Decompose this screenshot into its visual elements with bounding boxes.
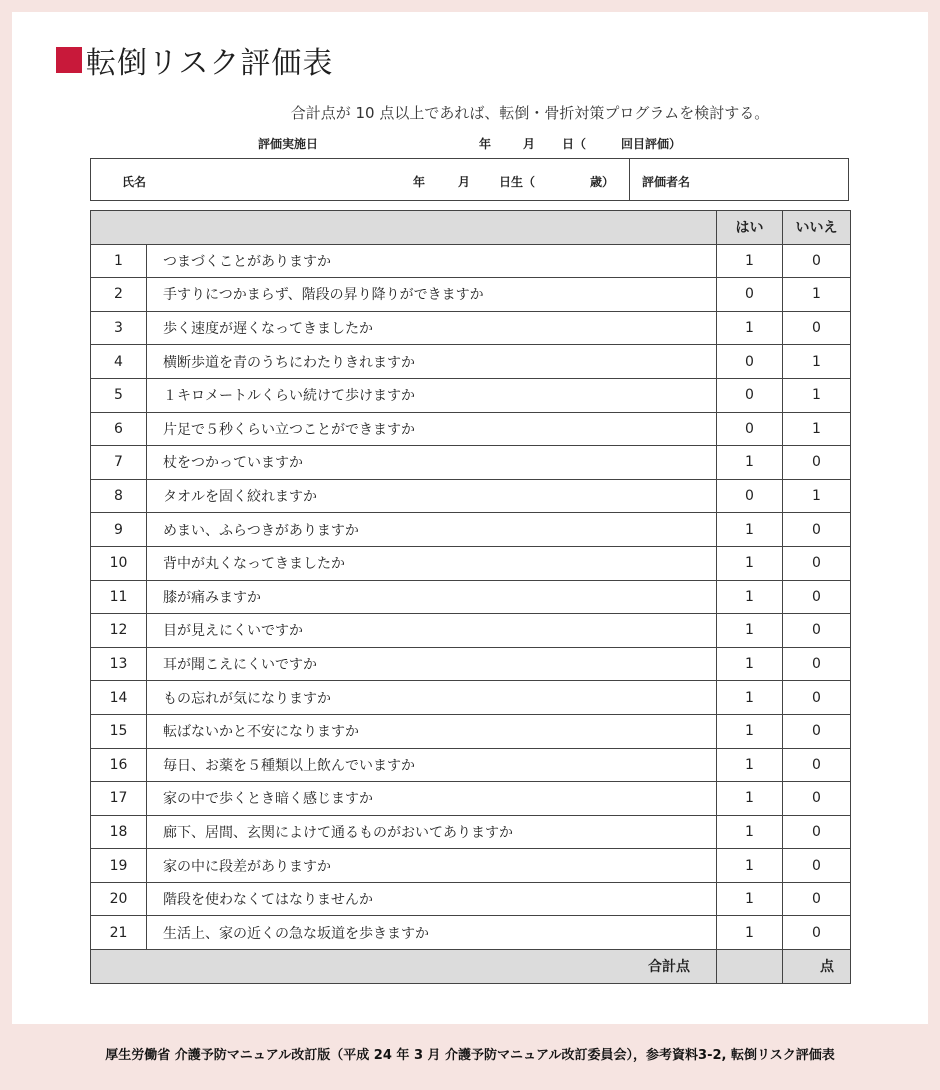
no-score: 0 — [783, 782, 851, 816]
no-score: 1 — [783, 345, 851, 379]
yes-score: 1 — [717, 614, 783, 648]
question-text: 階段を使わなくてはなりませんか — [147, 882, 717, 916]
birth-day-label: 日生（ — [499, 175, 536, 189]
yes-score: 1 — [717, 244, 783, 278]
yes-score: 0 — [717, 278, 783, 312]
no-score: 0 — [783, 748, 851, 782]
question-number: 18 — [91, 815, 147, 849]
table-row — [91, 412, 851, 446]
yes-score: 1 — [717, 748, 783, 782]
yes-score: 0 — [717, 378, 783, 412]
table-row — [91, 446, 851, 480]
no-score: 0 — [783, 882, 851, 916]
table-row — [91, 882, 851, 916]
evaluation-date-label: 評価実施日 — [258, 137, 319, 151]
no-score: 0 — [783, 546, 851, 580]
scoring-note: 合計点が 10 点以上であれば、転倒・骨折対策プログラムを検討する。 — [290, 104, 770, 122]
yes-score: 0 — [717, 412, 783, 446]
yes-score: 1 — [717, 849, 783, 883]
table-row — [91, 580, 851, 614]
no-score: 0 — [783, 311, 851, 345]
title-square-icon — [56, 47, 82, 73]
header-no: いいえ — [783, 211, 851, 245]
question-number: 9 — [91, 513, 147, 547]
no-score: 0 — [783, 815, 851, 849]
risk-table — [90, 210, 851, 984]
yes-score: 1 — [717, 815, 783, 849]
birth-year-label: 年 — [413, 175, 426, 189]
yes-score: 1 — [717, 546, 783, 580]
yes-score: 1 — [717, 446, 783, 480]
table-row — [91, 647, 851, 681]
table-row — [91, 244, 851, 278]
question-text: 耳が聞こえにくいですか — [147, 647, 717, 681]
no-score: 0 — [783, 647, 851, 681]
yes-score: 0 — [717, 345, 783, 379]
source-citation: 厚生労働省 介護予防マニュアル改訂版（平成 24 年 3 月 介護予防マニュアル改訂委員会），参考資料3-2, 転倒リスク評価表 — [105, 1048, 835, 1063]
evaluator-label: 評価者名 — [642, 175, 691, 189]
yes-score: 1 — [717, 311, 783, 345]
total-label: 合計点 — [91, 950, 717, 984]
evaluation-year-label: 年 — [479, 137, 492, 151]
table-header-row — [91, 211, 851, 245]
question-number: 6 — [91, 412, 147, 446]
no-score: 1 — [783, 412, 851, 446]
header-blank-cell — [91, 211, 717, 245]
form-panel — [12, 12, 928, 1024]
yes-score: 1 — [717, 647, 783, 681]
header-yes: はい — [717, 211, 783, 245]
no-score: 0 — [783, 849, 851, 883]
question-number: 16 — [91, 748, 147, 782]
question-text: タオルを固く絞れますか — [147, 479, 717, 513]
question-number: 8 — [91, 479, 147, 513]
title-text: 転倒リスク評価表 — [86, 46, 334, 81]
question-number: 4 — [91, 345, 147, 379]
question-text: 歩く速度が遅くなってきましたか — [147, 311, 717, 345]
risk-table-body — [91, 244, 851, 949]
table-row — [91, 849, 851, 883]
question-number: 7 — [91, 446, 147, 480]
question-number: 1 — [91, 244, 147, 278]
question-number: 10 — [91, 546, 147, 580]
question-text: 片足で５秒くらい立つことができますか — [147, 412, 717, 446]
table-row — [91, 782, 851, 816]
question-text: 家の中で歩くとき暗く感じますか — [147, 782, 717, 816]
question-text: 横断歩道を青のうちにわたりきれますか — [147, 345, 717, 379]
no-score: 0 — [783, 681, 851, 715]
question-number: 19 — [91, 849, 147, 883]
table-row — [91, 714, 851, 748]
page-title — [56, 40, 333, 80]
table-row — [91, 311, 851, 345]
table-row — [91, 614, 851, 648]
table-row — [91, 916, 851, 950]
question-number: 2 — [91, 278, 147, 312]
patient-info-box — [90, 158, 849, 201]
total-row — [91, 950, 851, 984]
table-row — [91, 681, 851, 715]
total-value-cell — [717, 950, 783, 984]
table-row — [91, 345, 851, 379]
no-score: 0 — [783, 714, 851, 748]
question-number: 13 — [91, 647, 147, 681]
yes-score: 1 — [717, 882, 783, 916]
total-unit: 点 — [783, 950, 851, 984]
no-score: 0 — [783, 244, 851, 278]
table-row — [91, 546, 851, 580]
no-score: 1 — [783, 278, 851, 312]
no-score: 1 — [783, 378, 851, 412]
no-score: 0 — [783, 614, 851, 648]
evaluation-day-label: 日（ — [562, 137, 587, 151]
question-text: 毎日、お薬を５種類以上飲んでいますか — [147, 748, 717, 782]
yes-score: 1 — [717, 782, 783, 816]
question-text: 背中が丸くなってきましたか — [147, 546, 717, 580]
question-number: 11 — [91, 580, 147, 614]
question-number: 21 — [91, 916, 147, 950]
info-divider — [629, 159, 630, 200]
question-number: 12 — [91, 614, 147, 648]
question-number: 20 — [91, 882, 147, 916]
no-score: 0 — [783, 513, 851, 547]
question-text: 生活上、家の近くの急な坂道を歩きますか — [147, 916, 717, 950]
table-row — [91, 479, 851, 513]
table-row — [91, 815, 851, 849]
question-text: 転ばないかと不安になりますか — [147, 714, 717, 748]
question-number: 14 — [91, 681, 147, 715]
yes-score: 1 — [717, 916, 783, 950]
table-row — [91, 378, 851, 412]
yes-score: 0 — [717, 479, 783, 513]
question-number: 15 — [91, 714, 147, 748]
question-number: 3 — [91, 311, 147, 345]
question-text: 杖をつかっていますか — [147, 446, 717, 480]
yes-score: 1 — [717, 513, 783, 547]
question-text: 目が見えにくいですか — [147, 614, 717, 648]
question-text: 家の中に段差がありますか — [147, 849, 717, 883]
question-text: 廊下、居間、玄関によけて通るものがおいてありますか — [147, 815, 717, 849]
question-text: もの忘れが気になりますか — [147, 681, 717, 715]
evaluation-month-label: 月 — [523, 137, 536, 151]
age-label: 歳） — [590, 175, 615, 189]
table-row — [91, 278, 851, 312]
yes-score: 1 — [717, 580, 783, 614]
no-score: 1 — [783, 479, 851, 513]
no-score: 0 — [783, 580, 851, 614]
yes-score: 1 — [717, 681, 783, 715]
evaluation-round-label: 回目評価） — [621, 137, 682, 151]
yes-score: 1 — [717, 714, 783, 748]
question-text: 膝が痛みますか — [147, 580, 717, 614]
question-text: 手すりにつかまらず、階段の昇り降りができますか — [147, 278, 717, 312]
question-number: 17 — [91, 782, 147, 816]
no-score: 0 — [783, 446, 851, 480]
name-label: 氏名 — [122, 175, 147, 189]
question-text: つまづくことがありますか — [147, 244, 717, 278]
no-score: 0 — [783, 916, 851, 950]
table-row — [91, 748, 851, 782]
table-row — [91, 513, 851, 547]
question-text: めまい、ふらつきがありますか — [147, 513, 717, 547]
question-number: 5 — [91, 378, 147, 412]
birth-month-label: 月 — [458, 175, 471, 189]
question-text: １キロメートルくらい続けて歩けますか — [147, 378, 717, 412]
